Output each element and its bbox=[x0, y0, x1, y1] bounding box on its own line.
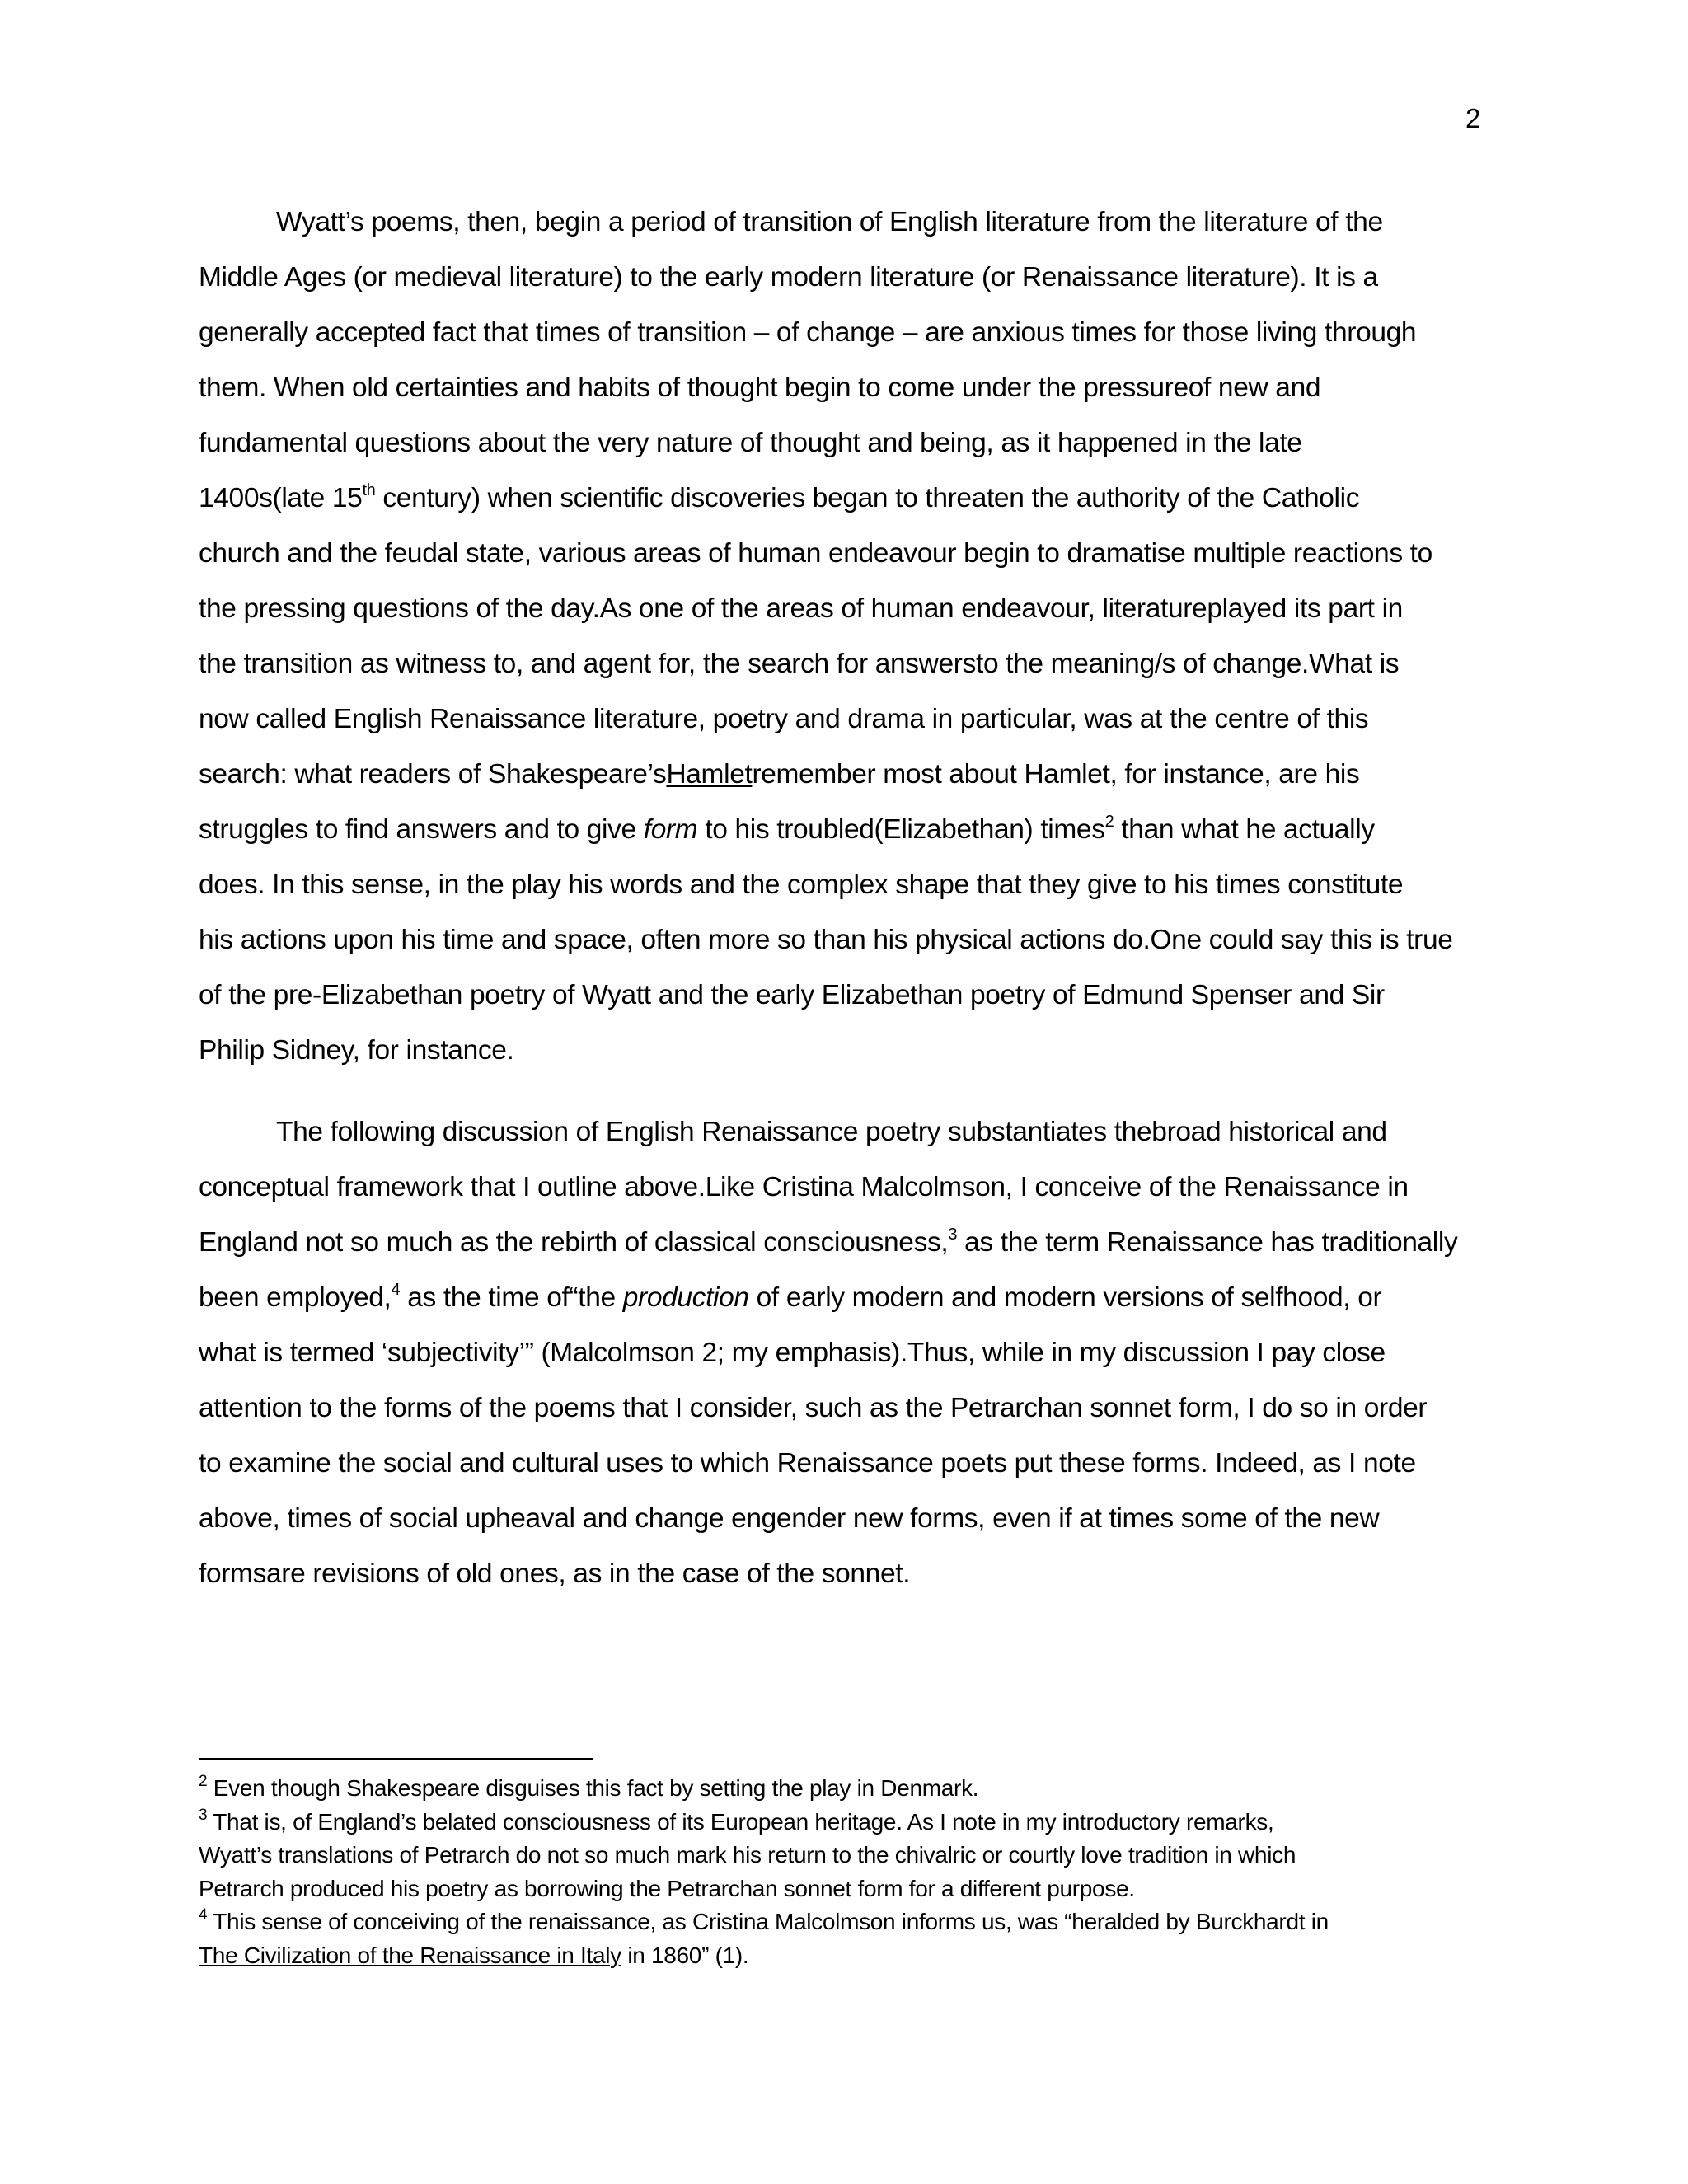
footnote-3-continued: Petrarch produced his poetry as borrowing the Petrarchan sonnet form for a different purpose. bbox=[199, 1875, 1135, 1901]
text-run: search: what readers of Shakespeare’s bbox=[199, 759, 667, 790]
paragraph-1-line: them. When old certainties and habits of thought begin to come under the pressureof new and bbox=[199, 373, 1321, 403]
footnotes bbox=[199, 1772, 1484, 1972]
footnote-text: That is, of England’s belated consciousness of its European heritage. As I note in my introductory remarks, bbox=[207, 1808, 1274, 1835]
text-run: as the time of“the bbox=[400, 1282, 623, 1313]
footnote-4-continued bbox=[199, 1939, 1484, 1973]
text-run: as the term Renaissance has traditionally bbox=[957, 1227, 1458, 1258]
paragraph-1-line bbox=[199, 471, 1478, 526]
page-number: 2 bbox=[1465, 103, 1481, 134]
paragraph-1-line: Middle Ages (or medieval literature) to the early modern literature (or Renaissance literature). It is a bbox=[199, 262, 1378, 293]
text-run: than what he actually bbox=[1114, 814, 1375, 845]
footnote-marker: 2 bbox=[199, 1773, 208, 1790]
paragraph-2-line: attention to the forms of the poems that I consider, such as the Petrarchan sonnet form, I do so in order bbox=[199, 1393, 1428, 1423]
text-run: struggles to find answers and to give bbox=[199, 814, 644, 845]
paragraph-1-line: generally accepted fact that times of transition – of change – are anxious times for those living through bbox=[199, 317, 1417, 348]
paragraph-2-line: The following discussion of English Renaissance poetry substantiates thebroad historical and bbox=[276, 1117, 1387, 1147]
paragraph-1-line: the pressing questions of the day.As one of the areas of human endeavour, literatureplayed its part in bbox=[199, 593, 1403, 624]
paragraph-1-line: now called English Renaissance literature, poetry and drama in particular, was at the centre of this bbox=[199, 704, 1369, 734]
footnote-marker: 4 bbox=[199, 1906, 208, 1924]
footnote-text: This sense of conceiving of the renaissance, as Cristina Malcolmson informs us, was “heralded by Burckhardt in bbox=[207, 1909, 1329, 1934]
footnote-marker: 3 bbox=[199, 1806, 208, 1824]
text-run: 1400s(late 15 bbox=[199, 483, 363, 513]
paragraph-1-line: of the pre-Elizabethan poetry of Wyatt and the early Elizabethan poetry of Edmund Spenser and Sir bbox=[199, 980, 1385, 1010]
footnote-text: Even though Shakespeare disguises this fact by setting the play in Denmark. bbox=[207, 1775, 979, 1801]
emphasis-form: form bbox=[643, 814, 698, 845]
footnote-ref-3[interactable]: 3 bbox=[948, 1226, 958, 1244]
paragraph-2-line bbox=[199, 1270, 1478, 1325]
footnote-ref-2[interactable]: 2 bbox=[1104, 813, 1114, 831]
text-run: England not so much as the rebirth of classical consciousness, bbox=[199, 1227, 949, 1258]
footnote-separator bbox=[199, 1758, 593, 1760]
footnote-3-continued: Wyatt’s translations of Petrarch do not so much mark his return to the chivalric or courtly love tradition in which bbox=[199, 1842, 1296, 1868]
text-run: of early modern and modern versions of selfhood, or bbox=[748, 1282, 1382, 1313]
superscript: th bbox=[362, 481, 376, 499]
hamlet-title: Hamlet bbox=[666, 759, 753, 790]
paragraph-2-line: what is termed ‘subjectivity’” (Malcolmson 2; my emphasis).Thus, while in my discussion I pay close bbox=[199, 1338, 1386, 1368]
paragraph-2-line bbox=[199, 1215, 1478, 1270]
book-title: The Civilization of the Renaissance in Italy bbox=[199, 1942, 621, 1968]
paragraph-1-line: the transition as witness to, and agent for, the search for answersto the meaning/s of change.What is bbox=[199, 649, 1400, 679]
paragraph-1-line: fundamental questions about the very nature of thought and being, as it happened in the late bbox=[199, 428, 1302, 458]
footnote-4 bbox=[199, 1905, 1484, 1939]
footnote-3 bbox=[199, 1806, 1484, 1840]
paragraph-2-line: above, times of social upheaval and change engender new forms, even if at times some of the new bbox=[199, 1503, 1380, 1534]
paragraph-1-line: his actions upon his time and space, often more so than his physical actions do.One could say this is true bbox=[199, 925, 1453, 955]
paragraph-2-line: to examine the social and cultural uses to which Renaissance poets put these forms. Indeed, as I note bbox=[199, 1448, 1416, 1479]
paragraph-1-line bbox=[199, 802, 1478, 857]
body-text bbox=[199, 194, 1478, 1601]
paragraph-1-line bbox=[199, 747, 1478, 802]
text-run: to his troubled(Elizabethan) times bbox=[697, 814, 1105, 845]
footnote-text: in 1860” (1). bbox=[621, 1942, 749, 1968]
footnote-2 bbox=[199, 1772, 1484, 1806]
text-run: century) when scientific discoveries began to threaten the authority of the Catholic bbox=[375, 483, 1360, 513]
footnote-ref-4[interactable]: 4 bbox=[391, 1281, 401, 1299]
paragraph-1-line: Wyatt’s poems, then, begin a period of transition of English literature from the literature of the bbox=[276, 207, 1383, 237]
text-run: been employed, bbox=[199, 1282, 392, 1313]
paragraph-2-line: conceptual framework that I outline above.Like Cristina Malcolmson, I conceive of the Renaissance in bbox=[199, 1172, 1409, 1202]
paragraph-1-line: Philip Sidney, for instance. bbox=[199, 1035, 514, 1066]
text-run: remember most about Hamlet, for instance, are his bbox=[752, 759, 1360, 790]
paragraph-gap bbox=[199, 1078, 1478, 1104]
emphasis-production: production bbox=[622, 1282, 749, 1313]
paragraph-1-line: church and the feudal state, various areas of human endeavour begin to dramatise multiple reactions to bbox=[199, 538, 1432, 569]
paragraph-1-line: does. In this sense, in the play his words and the complex shape that they give to his times constitute bbox=[199, 869, 1404, 900]
paragraph-2-line: formsare revisions of old ones, as in the case of the sonnet. bbox=[199, 1558, 911, 1589]
